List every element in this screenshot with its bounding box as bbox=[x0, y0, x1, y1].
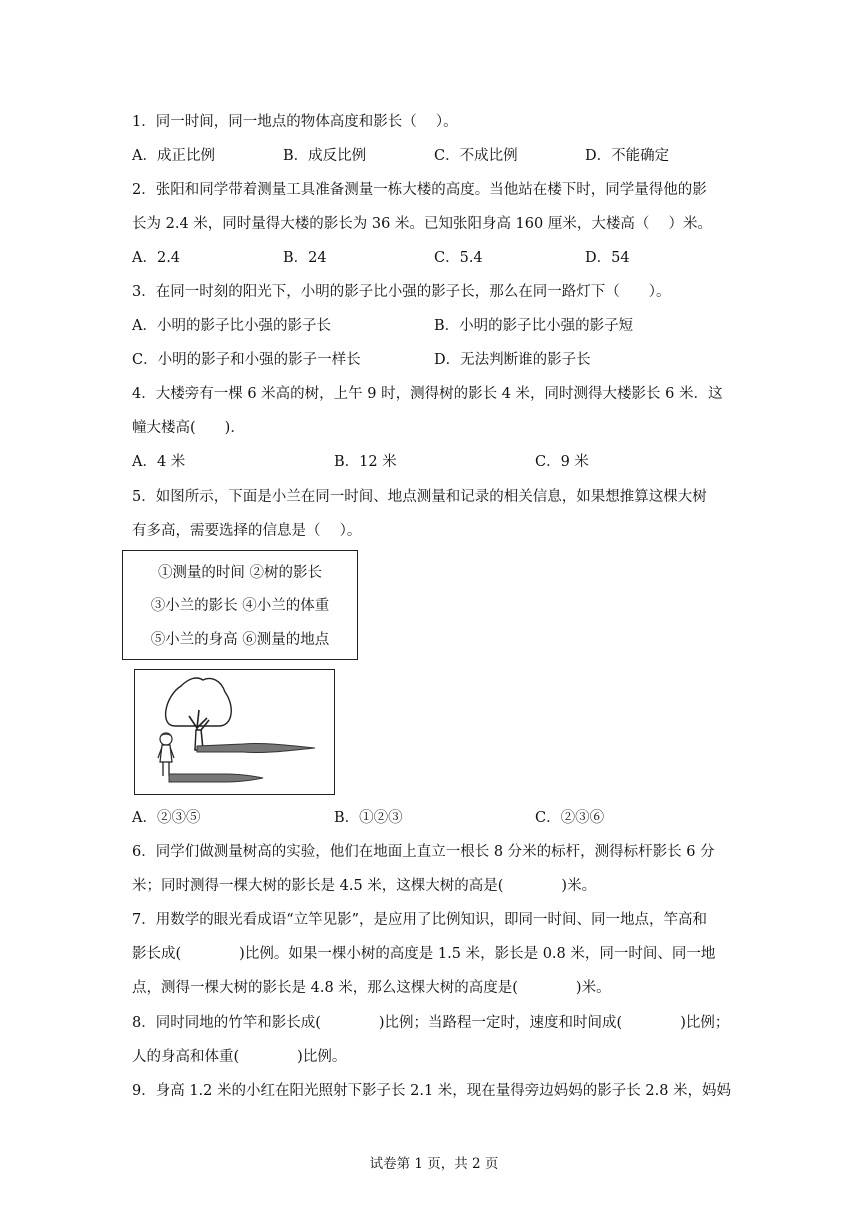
q6-stem-line2: 米；同时测得一棵大树的影长是 4.5 米，这棵大树的高是( )米。 bbox=[132, 878, 597, 894]
q3-option-d: D．无法判断谁的影子长 bbox=[434, 352, 591, 368]
q4-option-b: B．12 米 bbox=[334, 454, 397, 470]
q2-option-b: B．24 bbox=[283, 250, 327, 266]
q1-option-b: B．成反比例 bbox=[283, 148, 367, 164]
q9-stem-line1: 9．身高 1.2 米的小红在阳光照射下影子长 2.1 米，现在量得旁边妈妈的影子长 2.8 米，妈妈 bbox=[132, 1083, 732, 1099]
q5-stem-line1: 5．如图所示，下面是小兰在同一时间、地点测量和记录的相关信息，如果想推算这棵大树 bbox=[132, 489, 707, 505]
q5-option-b: B．①②③ bbox=[334, 810, 403, 826]
q7-stem-line2: 影长成( )比例。如果一棵小树的高度是 1.5 米，影长是 0.8 米，同一时间、同一地 bbox=[132, 946, 716, 962]
q2-option-d: D．54 bbox=[585, 250, 630, 266]
girl-shadow bbox=[169, 774, 263, 782]
q1-option-c: C．不成比例 bbox=[434, 148, 518, 164]
page-footer: 试卷第 1 页，共 2 页 bbox=[369, 1156, 499, 1172]
q2-stem-line2: 长为 2.4 米，同时量得大楼的影长为 36 米。已知张阳身高 160 厘米，大楼高（ ）米。 bbox=[132, 216, 712, 232]
q5-info-box bbox=[122, 550, 358, 660]
q5-option-a: A．②③⑤ bbox=[132, 810, 201, 826]
q2-stem-line1: 2．张阳和同学带着测量工具准备测量一栋大楼的高度。当他站在楼下时，同学量得他的影 bbox=[132, 182, 707, 198]
q5-option-c: C．②③⑥ bbox=[535, 810, 605, 826]
girl-legs bbox=[163, 762, 169, 776]
q4-option-c: C．9 米 bbox=[535, 454, 589, 470]
tree-shadow bbox=[197, 743, 315, 752]
q5-info-row-3: ⑤小兰的身高 ⑥测量的地点 bbox=[150, 632, 330, 648]
q4-stem-line1: 4．大楼旁有一棵 6 米高的树，上午 9 时，测得树的影长 4 米，同时测得大楼影长 6 米．这 bbox=[132, 386, 723, 402]
q3-option-b: B．小明的影子比小强的影子短 bbox=[434, 318, 634, 334]
q3-option-a: A．小明的影子比小强的影子长 bbox=[132, 318, 331, 334]
q7-stem-line1: 7．用数学的眼光看成语“立竿见影”，是应用了比例知识，即同一时间、同一地点，竿高和 bbox=[132, 912, 708, 928]
q6-stem-line1: 6．同学们做测量树高的实验，他们在地面上直立一根长 8 分米的标杆，测得标杆影长 6 分 bbox=[132, 844, 715, 860]
q1-option-d: D．不能确定 bbox=[585, 148, 670, 164]
q8-stem-line1: 8．同时同地的竹竿和影长成( )比例；当路程一定时，速度和时间成( )比例； bbox=[132, 1015, 730, 1031]
q4-option-a: A．4 米 bbox=[132, 454, 186, 470]
tree-and-girl-illustration bbox=[135, 670, 333, 793]
q5-info-row-1: ①测量的时间 ②树的影长 bbox=[157, 565, 323, 581]
q7-stem-line3: 点，测得一棵大树的影长是 4.8 米，那么这棵大树的高度是( )米。 bbox=[132, 980, 611, 996]
q2-option-a: A．2.4 bbox=[132, 250, 181, 266]
q8-stem-line2: 人的身高和体重( )比例。 bbox=[132, 1049, 347, 1065]
q5-tree-shadow-figure bbox=[134, 669, 335, 795]
q4-stem-line2: 幢大楼高( )． bbox=[132, 420, 245, 436]
q5-stem-line2: 有多高，需要选择的信息是（ ）。 bbox=[132, 523, 362, 539]
q1-option-a: A．成正比例 bbox=[132, 148, 215, 164]
q1-stem: 1．同一时间，同一地点的物体高度和影长（ ）。 bbox=[132, 114, 458, 130]
q2-option-c: C．5.4 bbox=[434, 250, 483, 266]
q5-info-row-2: ③小兰的影长 ④小兰的体重 bbox=[150, 598, 330, 614]
q3-option-c: C．小明的影子和小强的影子一样长 bbox=[132, 352, 361, 368]
q3-stem: 3．在同一时刻的阳光下，小明的影子比小强的影子长，那么在同一路灯下（ ）。 bbox=[132, 284, 671, 300]
